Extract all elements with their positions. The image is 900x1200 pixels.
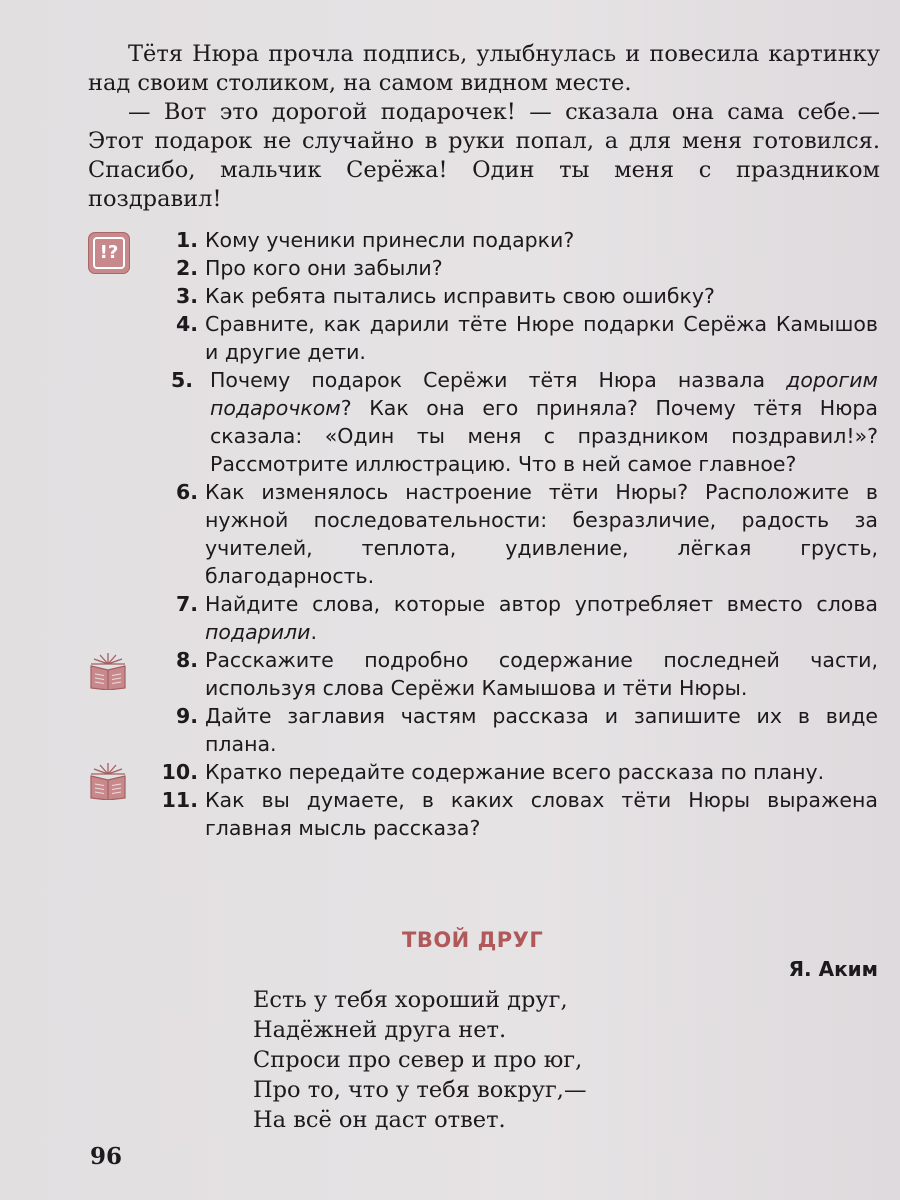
questions-list [0, 226, 900, 842]
question-text: Кому ученики принесли подарки? [205, 228, 575, 252]
poem-line: Есть у тебя хороший друг, [253, 987, 568, 1013]
question-item [0, 478, 900, 590]
story-ending [88, 40, 880, 214]
poem-line: Про то, что у тебя вокруг,— [253, 1077, 587, 1103]
question-item [0, 254, 900, 282]
question-number: 10. [161, 760, 198, 784]
question-item [0, 226, 900, 263]
question-item [0, 758, 900, 786]
question-text: Кратко передайте содержание всего рассказа по плану. [205, 760, 825, 784]
question-text: . [310, 620, 317, 644]
question-number: 11. [161, 788, 198, 812]
question-number: 9. [175, 704, 198, 728]
question-emphasis: дорогим подарочком [210, 368, 878, 420]
poem-title: ТВОЙ ДРУГ [402, 928, 544, 952]
question-text: Сравните, как дарили тёте Нюре подарки Серёжа Камышов и другие дети. [205, 312, 878, 364]
question-text: Про кого они забыли? [205, 256, 443, 280]
question-text: Найдите слова, которые автор употребляет вместо слова [205, 592, 878, 616]
question-item [0, 702, 900, 758]
question-text: Расскажите подробно содержание последней части, используя слова Серёжи Камышова и тёти Нюры. [205, 648, 878, 700]
question-text: ? Как она его приняла? Почему тётя Нюра сказала: «Один ты меня с праздником поздравил!»? Рассмотрите иллюстрацию. Что в ней самое главное? [210, 396, 878, 476]
question-item [0, 282, 900, 310]
question-number: 4. [175, 312, 198, 336]
question-number: 5. [170, 368, 193, 392]
question-text: Как ребята пытались исправить свою ошибку? [205, 284, 715, 308]
poem-line: Надёжней друга нет. [253, 1017, 507, 1043]
story-paragraph-2: — Вот это дорогой подарочек! — сказала она сама себе.— Этот подарок не случайно в руки попал, а для меня готовился. Спасибо, мальчик Серёжа! Один ты меня с праздником поздравил! [88, 99, 880, 212]
question-emphasis: подарили [205, 620, 311, 644]
question-icon-glyph: !? [93, 237, 125, 269]
poem-author: Я. Аким [788, 957, 878, 981]
book-icon [88, 650, 128, 690]
story-paragraph-1: Тётя Нюра прочла подпись, улыбнулась и повесила картинку над своим столиком, на самом видном месте. [88, 41, 880, 96]
question-item [0, 590, 900, 646]
question-item [0, 646, 900, 702]
question-number: 2. [175, 256, 198, 280]
question-number: 8. [175, 648, 198, 672]
question-text: Почему подарок Серёжи тётя Нюра назвала [210, 368, 787, 392]
question-number: 7. [175, 592, 198, 616]
question-item [0, 310, 900, 366]
poem-line: На всё он даст ответ. [253, 1107, 506, 1133]
question-number: 3. [175, 284, 198, 308]
question-text: Дайте заглавия частям рассказа и запишите их в виде плана. [205, 704, 878, 756]
question-number: 6. [175, 480, 198, 504]
poem-line: Спроси про север и про юг, [253, 1047, 583, 1073]
poem [253, 985, 586, 1135]
question-text: Как вы думаете, в каких словах тёти Нюры выражена главная мысль рассказа? [205, 788, 878, 840]
question-item [0, 786, 900, 842]
question-item [0, 366, 900, 478]
question-text: Как изменялось настроение тёти Нюры? Расположите в нужной последовательности: безразличие, радость за учителей, теплота, удивление, лёгкая грусть, благодарность. [205, 480, 878, 588]
page-number: 96 [90, 1143, 123, 1170]
question-number: 1. [175, 228, 198, 252]
